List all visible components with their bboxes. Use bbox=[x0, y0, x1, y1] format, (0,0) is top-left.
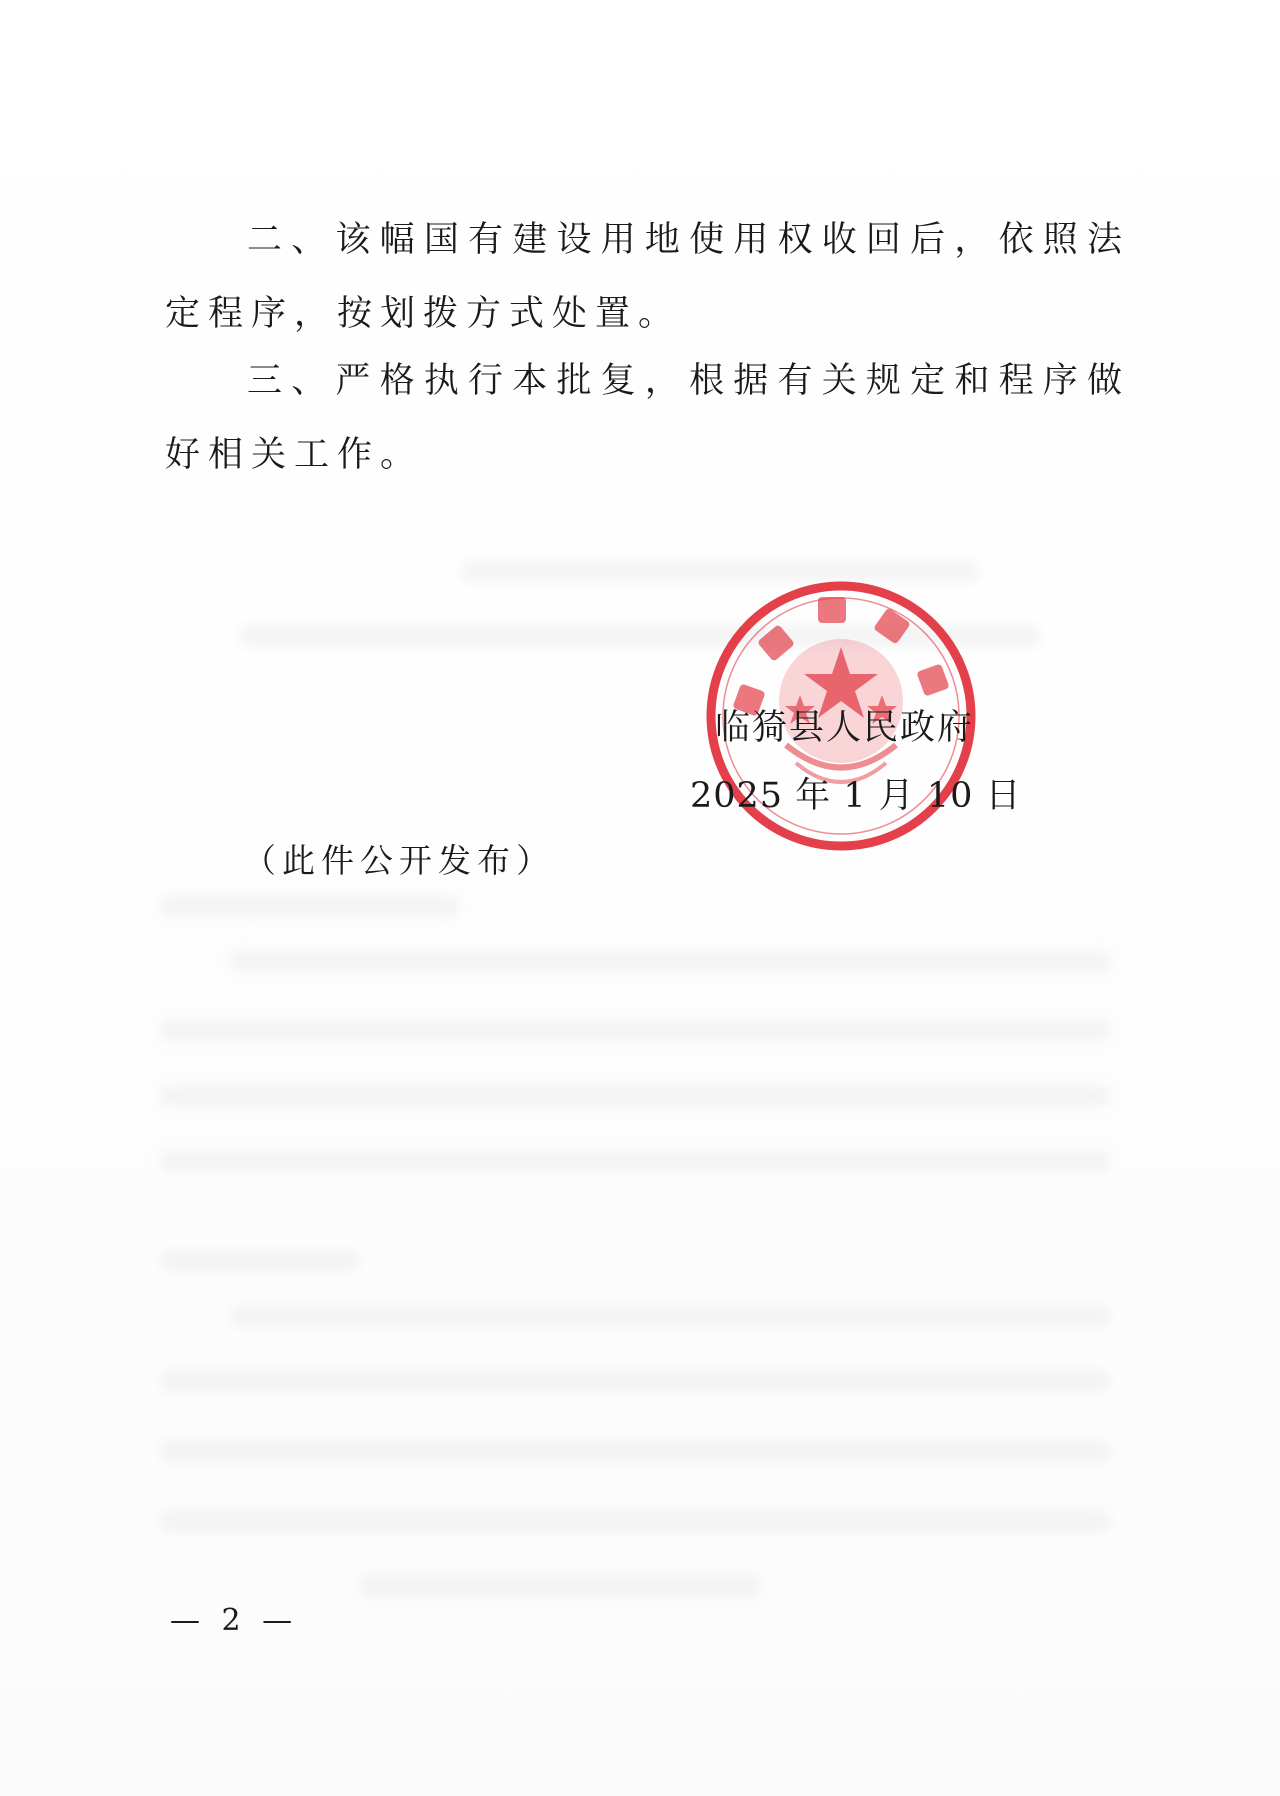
bleed-through-line bbox=[160, 1020, 1110, 1042]
bleed-through-line bbox=[160, 1085, 1110, 1107]
bleed-through-line bbox=[160, 1150, 1110, 1172]
bleed-through-line bbox=[160, 1250, 360, 1272]
issuing-organization: 临猗县人民政府 bbox=[715, 708, 975, 748]
publication-note: （此件公开发布） bbox=[243, 841, 555, 880]
page-number: — 2 — bbox=[170, 1603, 299, 1638]
bleed-through-line bbox=[160, 1440, 1110, 1462]
issue-date: 2025 年 1 月 10 日 bbox=[690, 776, 1022, 816]
bleed-through-line bbox=[160, 1370, 1110, 1392]
bleed-through-line bbox=[230, 950, 1110, 972]
body-paragraph-3: 三、严格执行本批复，根据有关规定和程序做好相关工作。 bbox=[165, 361, 1130, 475]
body-paragraph-2: 二、该幅国有建设用地使用权收回后，依照法定程序，按划拨方式处置。 bbox=[165, 220, 1130, 334]
bleed-through-line bbox=[160, 1510, 1110, 1532]
bleed-through-line bbox=[160, 895, 460, 917]
bleed-through-line bbox=[360, 1575, 760, 1597]
bleed-through-line bbox=[230, 1305, 1110, 1327]
